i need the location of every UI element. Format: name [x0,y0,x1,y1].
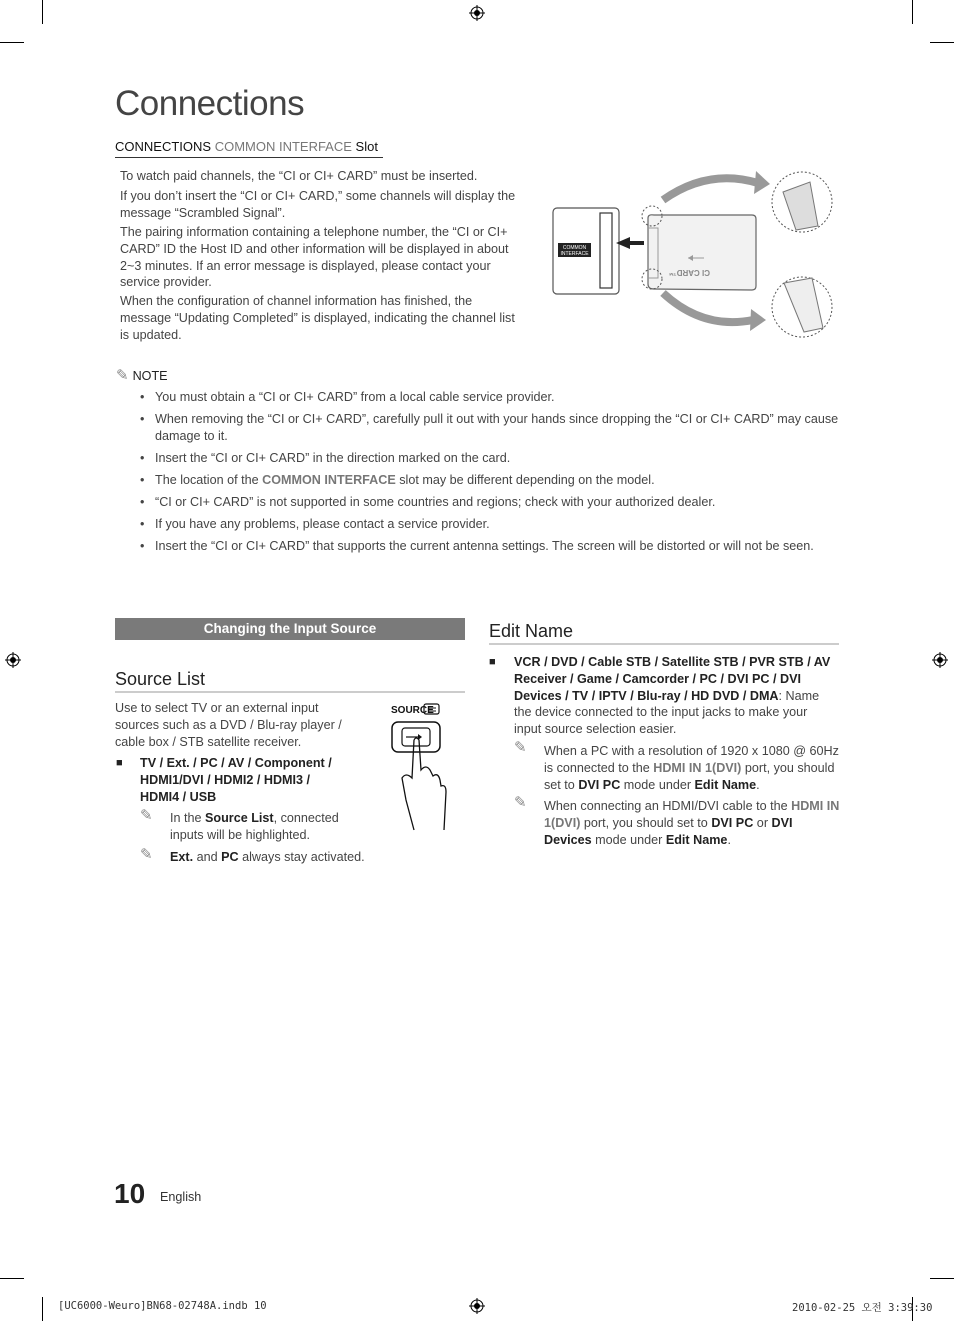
bullet-square-icon: ■ [489,656,496,668]
edit-name-devices [514,654,832,738]
section-header-highlight: COMMON INTERFACE [214,139,352,154]
note-bold: Edit Name [665,832,728,847]
edit-name-rule [489,643,839,645]
source-list-note-2 [170,849,390,866]
note-bold: DVI Devices [544,815,793,847]
insert-arrow-icon [616,237,644,249]
section-header-underline [115,157,383,158]
note-bold: DVI PC [578,777,621,792]
note-text: When connecting an HDMI/DVI cable to the [544,799,792,813]
note-text: port, you should set to [580,815,712,830]
note-highlight: HDMI IN 1(DVI) [653,760,742,775]
section-header [115,139,378,154]
page-title: Connections [115,84,305,123]
note-text: mode under [591,832,666,847]
footer-timestamp: 2010-02-25 오전 3:39:30 [792,1302,933,1314]
page-number: 10 [114,1178,146,1209]
intro-paragraph: When the configuration of channel information has finished, the message “Updating Completed” is displayed, indicating the channel list is updated. [120,294,515,342]
note-bold: Edit Name [694,777,757,792]
source-list-intro: Use to select TV or an external input sources such as a DVD / Blu-ray player / cable box / STB satellite receiver. [115,701,342,749]
note-text: mode under [620,777,695,792]
registration-mark-icon [469,5,485,21]
list-item-text: The location of the [155,472,263,487]
crop-mark [42,1297,43,1321]
crop-mark [0,42,24,43]
crop-mark [930,1278,954,1279]
note-pencil-icon: ✎ [140,845,153,863]
source-list-note-1 [170,810,370,844]
slot-label-common: COMMON [562,245,587,251]
crop-mark [42,0,43,24]
edit-name-note-2 [544,798,842,848]
note-bold: Ext. [170,850,194,864]
note-text: port, you should set to [544,760,835,792]
note-title: NOTE [132,369,168,383]
note-pencil-icon: ✎ [140,806,153,824]
note-text: or [753,815,772,830]
list-item: • If you have any problems, please contact a service provider. [140,516,840,533]
section-header-prefix: CONNECTIONS [115,139,212,154]
crop-mark [0,1278,24,1279]
note-pencil-icon: ✎ [514,793,527,811]
list-item: • When removing the “CI or CI+ CARD”, carefully pull it out with your hands since dropping the “CI or CI+ CARD” may cause damage to it. [140,411,840,445]
page-language: English [160,1190,202,1204]
callout-arrow-top-icon [663,178,758,200]
device-description: : Name the device connected to the input jacks to make your input source selection easier. [514,688,820,737]
slot-opening [600,213,612,288]
intro-paragraph: To watch paid channels, the “CI or CI+ CARD” must be inserted. [120,169,478,183]
footer-file-info: [UC6000-Weuro]BN68-02748A.indb 10 [58,1300,267,1312]
list-item: • Insert the “CI or CI+ CARD” that supports the current antenna settings. The screen will be distorted or will not be seen. [140,538,840,555]
note-pencil-icon: ✎ [116,366,129,384]
note-list [140,389,840,560]
bullet-square-icon: ■ [116,757,123,769]
note-highlight: HDMI IN 1(DVI) [544,799,840,830]
note-text: In the [170,811,206,825]
note-bold: PC [221,850,239,864]
ci-card-label: CI CARD™ [668,268,710,277]
source-button-hand-figure [388,700,448,832]
section-header-suffix: Slot [355,139,378,154]
note-pencil-icon: ✎ [514,738,527,756]
device-list: VCR / DVD / Cable STB / Satellite STB / PVR STB / AV Receiver / Game / Camcorder / PC / DVI PC / DVI Devices / TV / IPTV / Blu-ray / HD DVD / DMA [514,655,831,703]
note-text: always stay activated. [238,850,365,864]
list-item: • You must obtain a “CI or CI+ CARD” from a local cable service provider. [140,389,840,406]
intro-paragraph: The pairing information containing a telephone number, the “CI or CI+ CARD” ID the Host ID and other information will be displayed in about 2~3 minutes. If an error message is displayed, please contact your service provider. [120,225,509,290]
source-list-inputs: TV / Ext. / PC / AV / Component / HDMI1/DVI / HDMI2 / HDMI3 / HDMI4 / USB [140,756,332,804]
note-bold: DVI PC [711,815,754,830]
edit-name-note-1 [544,743,842,793]
note-heading [116,366,168,384]
list-item-highlight: COMMON INTERFACE [262,472,396,487]
section-bar-title: Changing the Input Source [115,618,465,640]
registration-mark-icon [932,652,948,668]
callout-arrow-bottom-icon [663,293,753,322]
list-item: • “CI or CI+ CARD” is not supported in some countries and regions; check with your authorized dealer. [140,494,840,511]
note-text: and [193,850,222,864]
crop-mark [930,42,954,43]
list-item: • Insert the “CI or CI+ CARD” in the direction marked on the card. [140,450,840,467]
slot-label-interface: INTERFACE [560,251,589,257]
crop-mark [912,0,913,24]
source-button-label: SOURCE [391,705,434,716]
registration-mark-icon [5,652,21,668]
ci-card [648,215,756,290]
edit-name-heading: Edit Name [489,621,574,641]
ci-card-insertion-figure [548,168,838,343]
note-text: . [727,832,731,847]
source-list-rule [115,691,465,693]
list-item [140,472,840,489]
list-item-text: slot may be different depending on the model. [395,472,655,487]
note-text: , connected inputs will be highlighted. [170,811,339,842]
intro-paragraph: If you don’t insert the “CI or CI+ CARD,” some channels will display the message “Scrambled Signal”. [120,189,516,220]
registration-mark-icon [469,1298,485,1314]
source-list-heading: Source List [115,669,206,689]
note-text: When a PC with a resolution of 1920 x 1080 @ 60Hz is connected to the [544,744,839,775]
note-bold: Source List [205,811,274,825]
note-text: . [756,777,760,792]
